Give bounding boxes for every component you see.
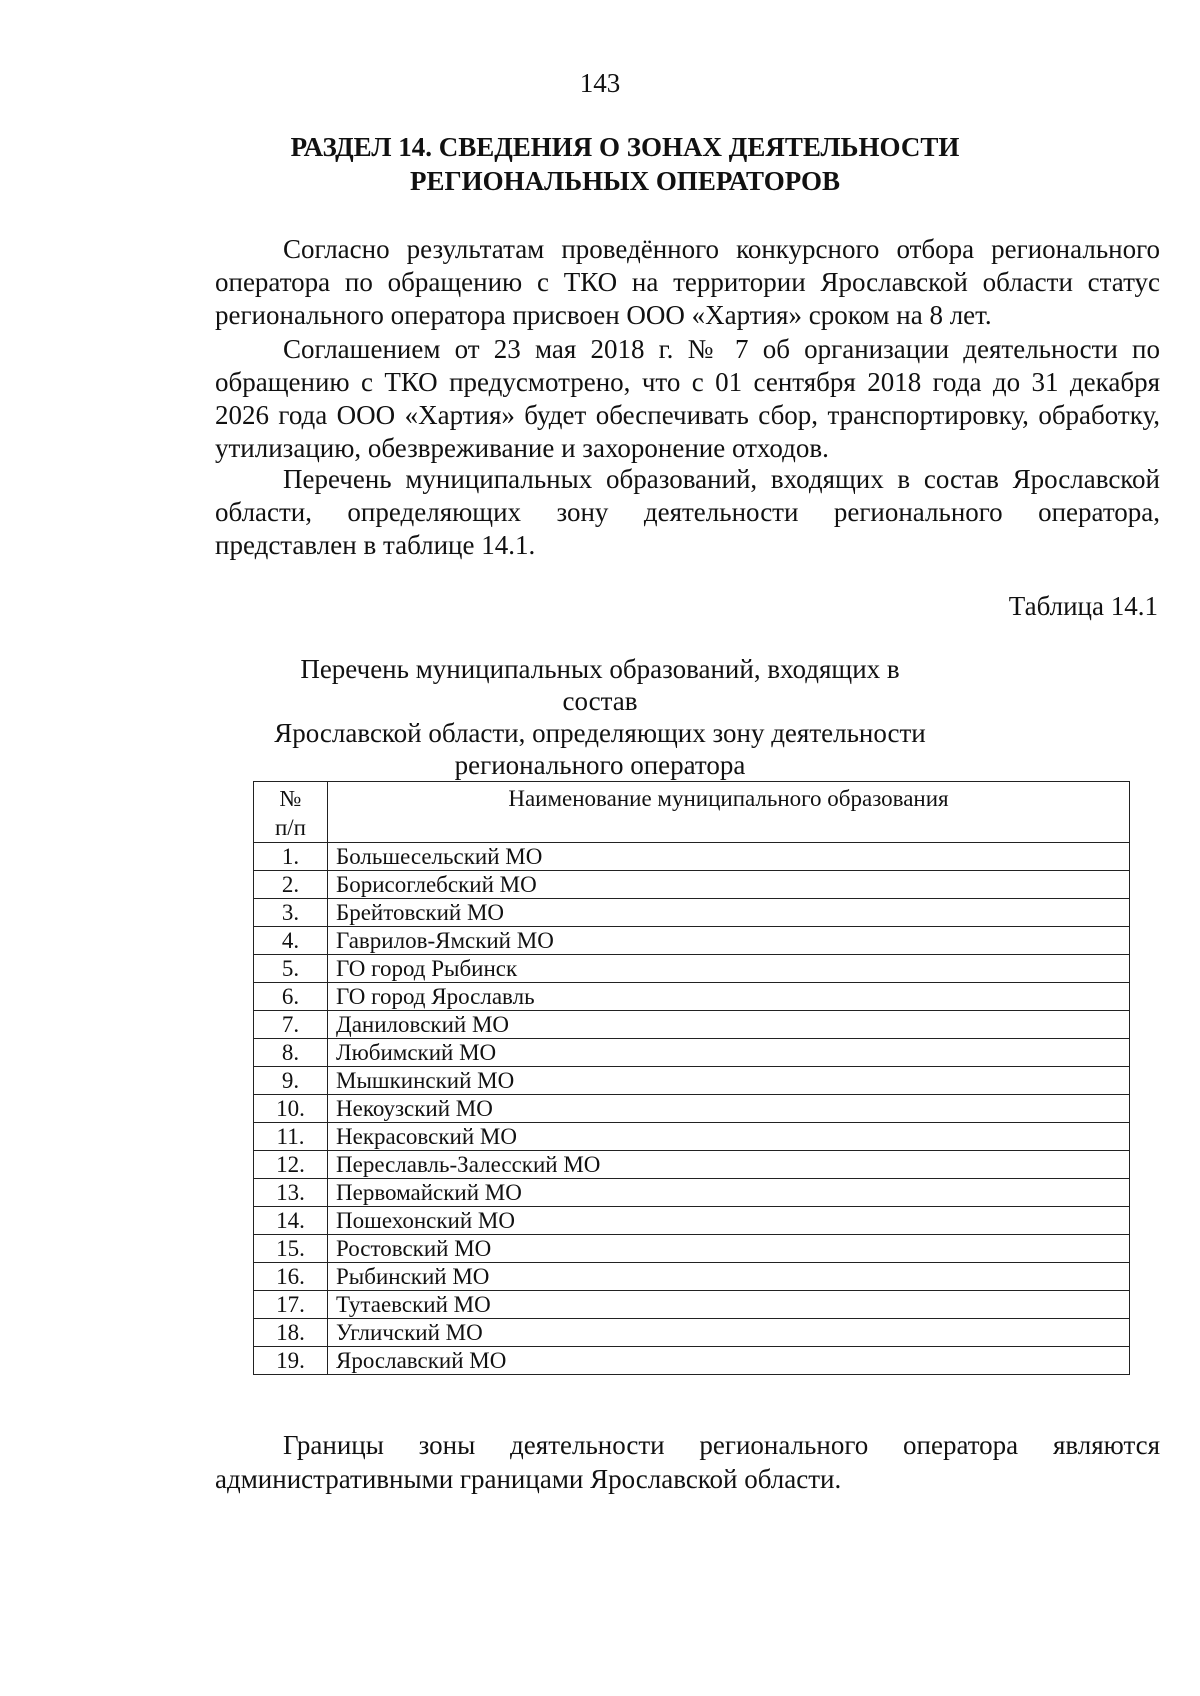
paragraph-3	[215, 463, 1160, 562]
table-header-row	[254, 782, 1130, 843]
municipality-name: Гаврилов-Ямский МО	[328, 927, 1130, 955]
municipality-name: Переславль-Залесский МО	[328, 1151, 1130, 1179]
header-number: №	[279, 786, 302, 811]
municipality-name: Рыбинский МО	[328, 1263, 1130, 1291]
municipality-name: Угличский МО	[328, 1319, 1130, 1347]
row-number: 7.	[254, 1011, 328, 1039]
table-row	[254, 1011, 1130, 1039]
section-title-line-2: РЕГИОНАЛЬНЫХ ОПЕРАТОРОВ	[409, 166, 841, 196]
row-number: 15.	[254, 1235, 328, 1263]
table-caption-line: регионального оператора	[454, 750, 746, 780]
row-number: 6.	[254, 983, 328, 1011]
municipality-name: Некоузский МО	[328, 1095, 1130, 1123]
municipality-name: Тутаевский МО	[328, 1291, 1130, 1319]
row-number: 13.	[254, 1179, 328, 1207]
table-row	[254, 843, 1130, 871]
row-number: 19.	[254, 1347, 328, 1375]
row-number: 11.	[254, 1123, 328, 1151]
row-number: 16.	[254, 1263, 328, 1291]
municipality-name: Даниловский МО	[328, 1011, 1130, 1039]
table-row	[254, 1347, 1130, 1375]
row-number: 10.	[254, 1095, 328, 1123]
municipality-name: Мышкинский МО	[328, 1067, 1130, 1095]
table-row	[254, 1207, 1130, 1235]
table-body	[254, 843, 1130, 1375]
paragraph-text: Перечень муниципальных образований, входящих в состав Ярославской области, определяющих зону деятельности регионального оператора, представлен в таблице 14.1.	[215, 464, 1160, 560]
row-number: 4.	[254, 927, 328, 955]
table-row	[254, 899, 1130, 927]
municipality-name: Некрасовский МО	[328, 1123, 1130, 1151]
municipality-name: ГО город Ярославль	[328, 983, 1130, 1011]
table-row	[254, 1319, 1130, 1347]
row-number: 9.	[254, 1067, 328, 1095]
row-number: 1.	[254, 843, 328, 871]
row-number: 8.	[254, 1039, 328, 1067]
municipality-name: Брейтовский МО	[328, 899, 1130, 927]
table-caption-line: Ярославской области, определяющих зону деятельности	[274, 718, 926, 748]
table-row	[254, 1291, 1130, 1319]
row-number: 14.	[254, 1207, 328, 1235]
table-row	[254, 1095, 1130, 1123]
paragraph-1	[215, 233, 1160, 332]
table-caption	[260, 653, 940, 781]
municipality-name: Любимский МО	[328, 1039, 1130, 1067]
header-number-cell	[254, 782, 328, 843]
municipality-name: Первомайский МО	[328, 1179, 1130, 1207]
section-title-line-1: РАЗДЕЛ 14. СВЕДЕНИЯ О ЗОНАХ ДЕЯТЕЛЬНОСТИ	[290, 132, 960, 162]
row-number: 17.	[254, 1291, 328, 1319]
paragraph-2	[215, 333, 1160, 465]
row-number: 5.	[254, 955, 328, 983]
table-row	[254, 1039, 1130, 1067]
section-title	[200, 130, 1050, 198]
header-name-cell: Наименование муниципального образования	[328, 782, 1130, 843]
municipalities-table	[253, 781, 1130, 1375]
closing-paragraph	[215, 1428, 1160, 1496]
paragraph-text: Согласно результатам проведённого конкурсного отбора регионального оператора по обращению с ТКО на территории Ярославской области статус регионального оператора присвоен ООО «Хартия» сроком на 8 лет.	[215, 234, 1160, 330]
municipality-name: Ростовский МО	[328, 1235, 1130, 1263]
page-number: 143	[579, 68, 621, 98]
municipality-name: Ярославский МО	[328, 1347, 1130, 1375]
municipality-name: ГО город Рыбинск	[328, 955, 1130, 983]
row-number: 18.	[254, 1319, 328, 1347]
header-number-sub: п/п	[274, 815, 306, 840]
table-row	[254, 1179, 1130, 1207]
table-row	[254, 1235, 1130, 1263]
table-caption-line: Перечень муниципальных образований, входящих в состав	[300, 654, 900, 716]
table-row	[254, 1067, 1130, 1095]
municipality-name: Борисоглебский МО	[328, 871, 1130, 899]
row-number: 2.	[254, 871, 328, 899]
table-row	[254, 955, 1130, 983]
table-row	[254, 983, 1130, 1011]
paragraph-text: Соглашением от 23 мая 2018 г. № 7 об организации деятельности по обращению с ТКО предусмотрено, что с 01 сентября 2018 года до 31 декабря 2026 года ООО «Хартия» будет обеспечивать сбор, транспортировку, обработку, утилизацию, обезвреживание и захоронение отходов.	[215, 334, 1160, 463]
table-row	[254, 927, 1130, 955]
table-row	[254, 871, 1130, 899]
table-row	[254, 1123, 1130, 1151]
row-number: 12.	[254, 1151, 328, 1179]
table-row	[254, 1151, 1130, 1179]
table-label: Таблица 14.1	[1008, 591, 1158, 621]
table-row	[254, 1263, 1130, 1291]
row-number: 3.	[254, 899, 328, 927]
closing-text: Границы зоны деятельности регионального оператора являются административными границами Ярославской области.	[215, 1430, 1160, 1494]
municipality-name: Пошехонский МО	[328, 1207, 1130, 1235]
municipality-name: Большесельский МО	[328, 843, 1130, 871]
